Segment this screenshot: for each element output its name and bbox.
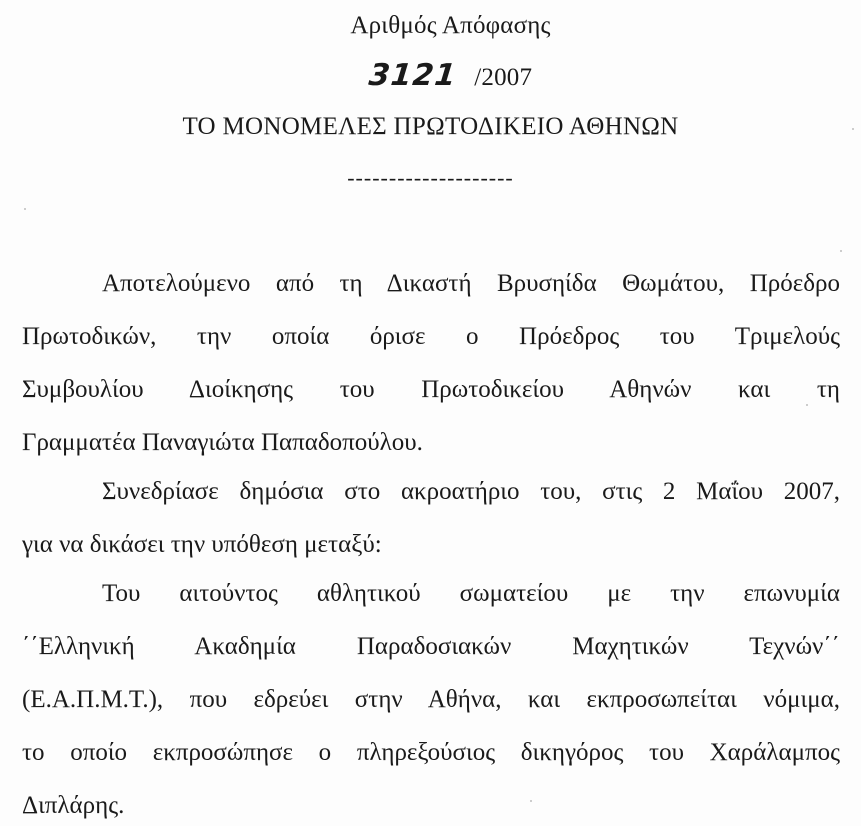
scan-speck	[852, 128, 854, 130]
text-line: Αποτελούμενο από τη Δικαστή Βρυσηίδα Θωμάτου, Πρόεδρο	[102, 270, 840, 297]
scan-speck	[530, 800, 532, 802]
text-line: Του αιτούντος αθλητικού σωματείου με την επωνυμία	[102, 580, 840, 607]
scan-speck	[806, 404, 808, 406]
paragraph-session	[22, 465, 840, 571]
text-line: Συνεδρίασε δημόσια στο ακροατήριο του, στις 2 Μαΐου 2007,	[102, 478, 840, 505]
court-name: ΤΟ ΜΟΝΟΜΕΛΕΣ ΠΡΩΤΟΔΙΚΕΙΟ ΑΘΗΝΩΝ	[182, 113, 679, 140]
text-line: Γραμματέα Παναγιώτα Παπαδοπούλου.	[22, 429, 423, 456]
handwritten-decision-number: 3121	[366, 58, 459, 93]
scan-speck	[840, 250, 842, 252]
separator-line: --------------------	[347, 165, 514, 190]
text-line: ΄΄Ελληνική Ακαδημία Παραδοσιακών Μαχητικών Τεχνών΄΄	[22, 633, 840, 660]
text-line: Διπλάρης.	[22, 792, 125, 819]
text-line: Πρωτοδικών, την οποία όρισε ο Πρόεδρος του Τριμελούς	[22, 323, 840, 350]
text-line: Συμβουλίου Διοίκησης του Πρωτοδικείου Αθηνών και τη	[22, 376, 840, 403]
text-line: για να δικάσει την υπόθεση μεταξύ:	[22, 531, 382, 558]
decision-year: /2007	[474, 64, 533, 91]
paragraph-parties	[22, 567, 840, 832]
text-line: (Ε.Α.Π.Μ.Τ.), που εδρεύει στην Αθήνα, και εκπροσωπείται νόμιμα,	[22, 686, 840, 713]
scan-speck	[24, 208, 26, 210]
decision-number-label: Αριθμός Απόφασης	[350, 12, 551, 39]
text-line: το οποίο εκπροσώπησε ο πληρεξούσιος δικηγόρος του Χαράλαμπος	[22, 739, 840, 766]
paragraph-court-composition	[22, 257, 840, 469]
decision-number-row	[40, 58, 861, 93]
